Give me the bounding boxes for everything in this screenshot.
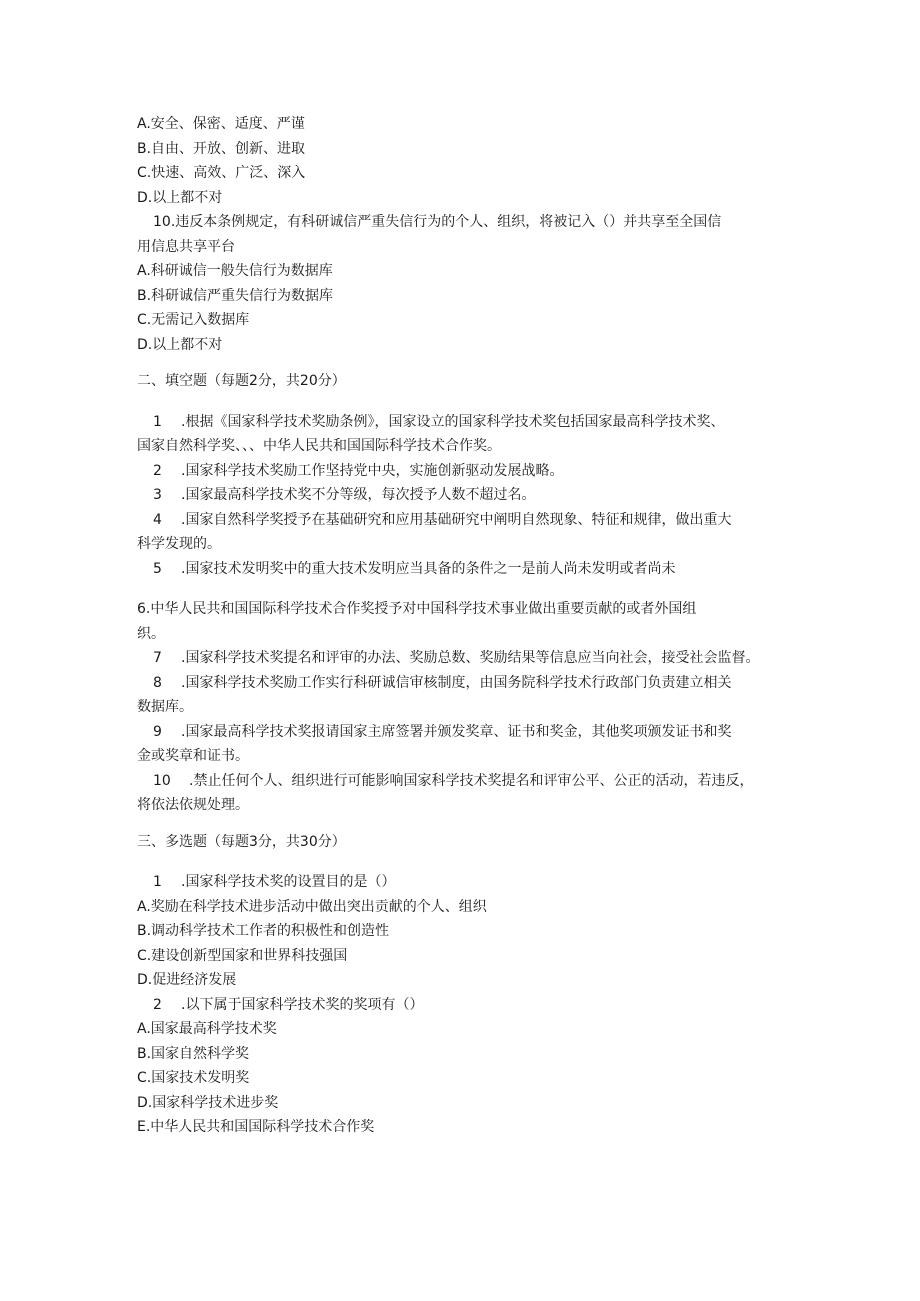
option-d: D.促进经济发展 (137, 972, 237, 988)
item-text: .国家科学技术奖励工作坚持党中央，实施创新驱动发展战略。 (181, 462, 564, 479)
option-c: C.快速、高效、广泛、深入 (137, 165, 306, 181)
item-text-cont: 科学发现的。 (137, 536, 221, 552)
option-a: A.安全、保密、适度、严谨 (137, 116, 305, 132)
item-number: 7 (153, 650, 162, 666)
list-item (137, 720, 787, 769)
option-d: D.以上都不对 (137, 189, 223, 206)
section-heading-fill-blank: 二、填空题（每题2分，共20分） (137, 373, 346, 389)
item-text: .国家自然科学奖授予在基础研究和应用基础研究中阐明自然现象、特征和规律，做出重大 (181, 511, 732, 528)
item-number: 2 (153, 462, 162, 479)
option-b: B.科研诚信严重失信行为数据库 (137, 287, 334, 304)
item-text: .国家最高科学技术奖报请国家主席签署并颁发奖章、证书和奖金，其他奖项颁发证书和奖 (181, 723, 732, 740)
option-c: C.无需记入数据库 (137, 312, 250, 328)
item-number: 5 (153, 560, 162, 577)
item-number: 4 (153, 511, 162, 528)
list-item (137, 769, 787, 818)
item-number: 1 (153, 874, 162, 890)
item-text-cont: 织。 (137, 625, 165, 642)
item-number: 8 (153, 674, 162, 691)
option-b: B.自由、开放、创新、进取 (137, 140, 306, 157)
item-text-cont: 金或奖章和证书。 (137, 748, 249, 764)
option-e: E.中华人民共和国国际科学技术合作奖 (137, 1119, 375, 1135)
list-item (137, 646, 787, 671)
multi-choice-q1 (137, 870, 787, 993)
item-text-cont: 数据库。 (137, 699, 193, 715)
option-a: A.国家最高科学技术奖 (137, 1021, 277, 1037)
item-text: .国家科学技术奖提名和评审的办法、奖励总数、奖励结果等信息应当向社会，接受社会监督。 (181, 650, 760, 666)
item-number: 2 (153, 996, 162, 1013)
option-c: C.国家技术发明奖 (137, 1070, 250, 1086)
item-number: 9 (153, 723, 162, 740)
option-b: B.国家自然科学奖 (137, 1045, 250, 1062)
list-item (137, 597, 787, 646)
fill-blank-list-a (137, 410, 787, 582)
document-page (137, 112, 787, 1140)
option-b: B.调动科学技术工作者的积极性和创造性 (137, 923, 390, 939)
fill-blank-list-b (137, 646, 787, 818)
list-item (137, 671, 787, 720)
multi-choice-q2 (137, 993, 787, 1140)
item-text-cont: 将依法依规处理。 (137, 797, 249, 813)
q9-options (137, 112, 787, 210)
option-d: D.以上都不对 (137, 336, 223, 353)
item-text-cont: 国家自然科学奖、、、中华人民共和国国际科学技术合作奖。 (137, 438, 501, 454)
list-item (137, 483, 787, 508)
option-d: D.国家科学技术进步奖 (137, 1094, 279, 1111)
list-item (137, 459, 787, 484)
item-number: 3 (153, 487, 162, 503)
section-heading-multi-choice: 三、多选题（每题3分，共30分） (137, 833, 346, 850)
question-text: .以下属于国家科学技术奖的奖项有（） (181, 996, 424, 1013)
list-item (137, 508, 787, 557)
item-number: 1 (153, 413, 162, 430)
item-text: 6.中华人民共和国国际科学技术合作奖授予对中国科学技术事业做出重要贡献的或者外国组 (137, 601, 697, 617)
item-text: .禁止任何个人、组织进行可能影响国家科学技术奖提名和评审公平、公正的活动，若违反， (189, 772, 754, 789)
question-text-cont: 用信息共享平台 (137, 238, 235, 255)
list-item (137, 557, 787, 582)
option-a: A.奖励在科学技术进步活动中做出突出贡献的个人、组织 (137, 898, 487, 915)
item-text: .国家科学技术奖励工作实行科研诚信审核制度，由国务院科学技术行政部门负责建立相关 (181, 674, 732, 691)
option-a: A.科研诚信一般失信行为数据库 (137, 263, 333, 279)
item-number: 10 (153, 772, 171, 789)
item-text: .国家技术发明奖中的重大技术发明应当具备的条件之一是前人尚未发明或者尚未 (181, 560, 676, 577)
question-10 (137, 210, 787, 357)
question-text: .国家科学技术奖的设置目的是（） (181, 874, 396, 890)
question-text: 10.违反本条例规定，有科研诚信严重失信行为的个人、组织，将被记入（）并共享至全国信 (153, 214, 722, 230)
item-text: .根据《国家科学技术奖励条例》，国家设立的国家科学技术奖包括国家最高科学技术奖、 (181, 413, 725, 430)
option-c: C.建设创新型国家和世界科技强国 (137, 947, 348, 964)
item-text: .国家最高科学技术奖不分等级，每次授予人数不超过名。 (181, 487, 536, 503)
list-item (137, 410, 787, 459)
